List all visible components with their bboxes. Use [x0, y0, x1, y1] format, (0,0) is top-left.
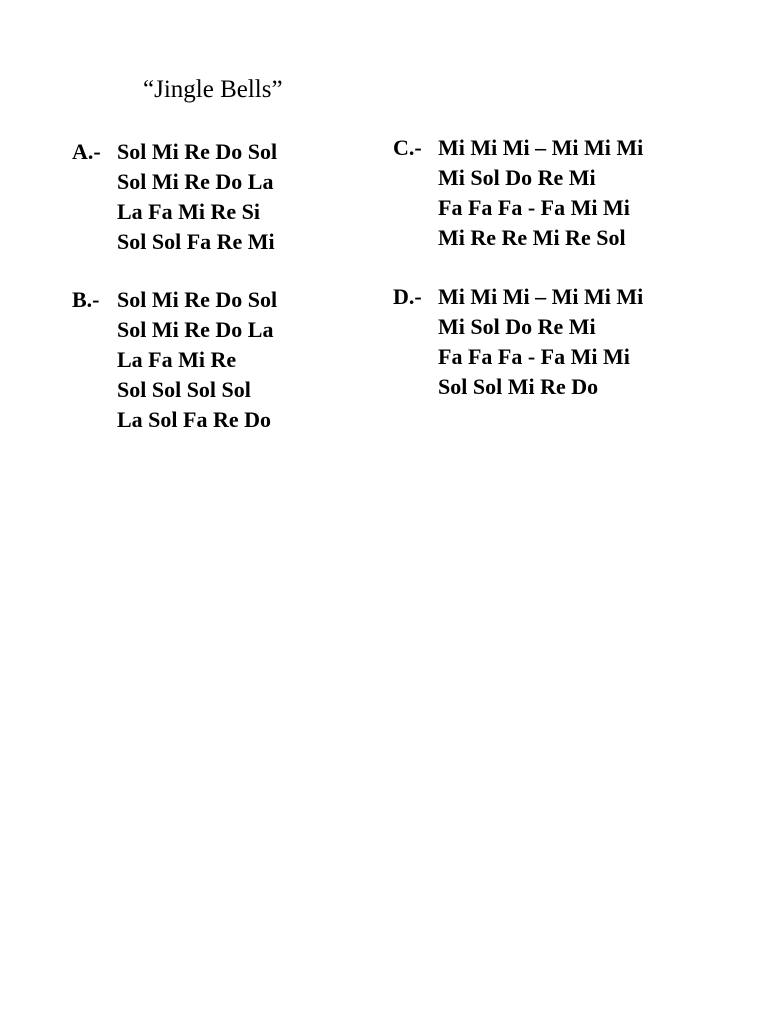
option-d-notes [438, 282, 643, 402]
note-line: Mi Mi Mi – Mi Mi Mi [438, 284, 644, 309]
option-c-notes [438, 133, 643, 253]
option-b-label: B.- [72, 287, 100, 312]
note-line: Mi Mi Mi – Mi Mi Mi [438, 135, 644, 160]
note-line: Mi Sol Do Re Mi [438, 165, 596, 190]
note-line: Mi Re Re Mi Re Sol [438, 225, 626, 250]
note-line: Fa Fa Fa - Fa Mi Mi [438, 344, 630, 369]
option-b [72, 285, 277, 435]
option-a-label: A.- [72, 139, 101, 164]
option-a [72, 137, 277, 257]
note-line: Fa Fa Fa - Fa Mi Mi [438, 195, 630, 220]
note-line: Sol Sol Sol Sol [117, 377, 251, 402]
note-line: Sol Mi Re Do La [117, 317, 274, 342]
option-b-notes [117, 285, 277, 435]
note-line: La Sol Fa Re Do [117, 407, 271, 432]
note-line: La Fa Mi Re Si [117, 199, 260, 224]
option-c [393, 133, 643, 253]
note-line: Mi Sol Do Re Mi [438, 314, 596, 339]
option-d [393, 282, 643, 402]
note-line: La Fa Mi Re [117, 347, 237, 372]
option-c-label: C.- [393, 135, 422, 160]
page-title: “Jingle Bells” [143, 76, 283, 103]
note-line: Sol Mi Re Do La [117, 169, 274, 194]
note-line: Sol Sol Fa Re Mi [117, 229, 275, 254]
note-line: Sol Mi Re Do Sol [117, 139, 278, 164]
option-a-notes [117, 137, 277, 257]
option-d-label: D.- [393, 284, 422, 309]
note-line: Sol Sol Mi Re Do [438, 374, 599, 399]
note-line: Sol Mi Re Do Sol [117, 287, 278, 312]
